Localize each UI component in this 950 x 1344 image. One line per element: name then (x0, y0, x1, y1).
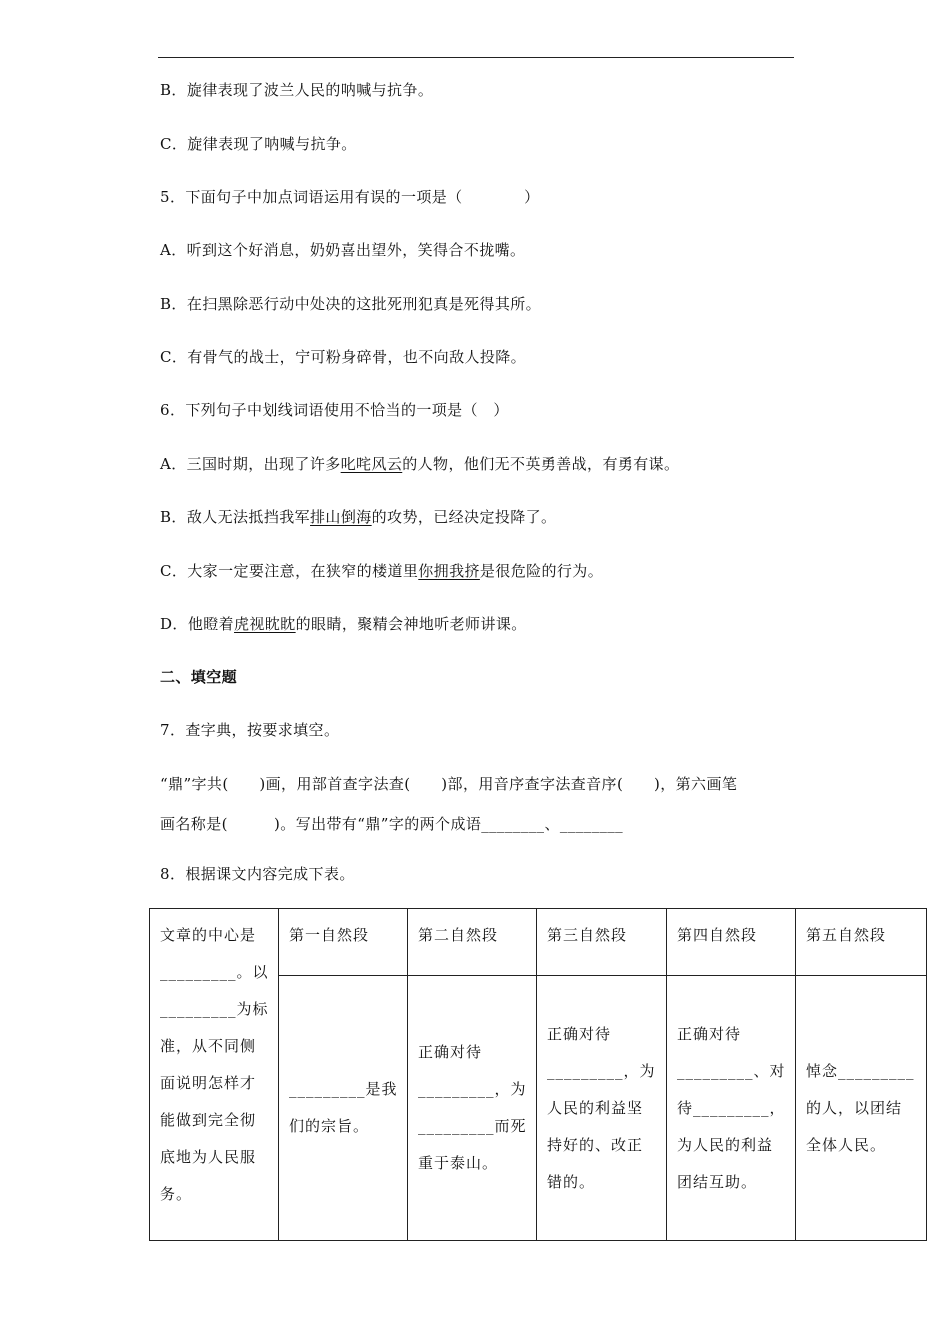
underlined-word: 排山倒海 (310, 508, 372, 526)
cell-line: _________，为 (547, 1061, 656, 1080)
underlined-word: 你拥我挤 (418, 562, 480, 580)
cell-line: 持好的、改正 (547, 1135, 644, 1154)
cell-line: 准，从不同侧 (160, 1037, 257, 1055)
section-heading: 二、填空题 (160, 668, 238, 686)
cell-line: 重于泰山。 (418, 1154, 499, 1172)
cell-para-2 (408, 976, 537, 1241)
cell-line: _________而死 (418, 1117, 527, 1135)
cell-line: 们的宗旨。 (289, 1117, 370, 1135)
cell-line: 为人民的利益 (677, 1135, 774, 1154)
cell-line: 务。 (160, 1185, 193, 1203)
cell-line: 文章的中心是 (160, 926, 257, 944)
question-5: 5．下面句子中加点词语运用有误的一项是（ ） (160, 188, 540, 206)
header-rule (158, 57, 794, 58)
cell-line: 人民的利益坚 (547, 1098, 644, 1117)
cell-para-4 (667, 976, 796, 1241)
cell-line: 错的。 (547, 1172, 596, 1191)
option-6c: C．大家一定要注意，在狭窄的楼道里你拥我挤是很危险的行为。 (160, 562, 604, 580)
question-7-line2: 画名称是( )。写出带有“鼎”字的两个成语________、________ (160, 815, 624, 833)
underlined-word: 虎视眈眈 (234, 615, 296, 633)
cell-line: 正确对待 (547, 1024, 612, 1043)
question-7: 7．查字典，按要求填空。 (160, 721, 340, 739)
cell-line: 待_________， (677, 1098, 786, 1117)
cell-line: _________，为 (418, 1080, 527, 1098)
header-para-2: 第二自然段 (408, 909, 537, 976)
cell-line: 底地为人民服 (160, 1148, 257, 1166)
cell-line: _________、对 (677, 1061, 786, 1080)
cell-para-3 (537, 976, 667, 1241)
cell-line: 团结互助。 (677, 1172, 758, 1191)
cell-line: 全体人民。 (806, 1135, 887, 1154)
question-8: 8．根据课文内容完成下表。 (160, 865, 355, 883)
underlined-word: 叱咤风云 (340, 455, 403, 473)
question-7-line1: “鼎”字共( )画，用部首查字法查( )部，用音序查字法查音序( )，第六画笔 (160, 775, 738, 793)
cell-line: 正确对待 (418, 1043, 483, 1061)
option-6b: B．敌人无法抵挡我军排山倒海的攻势，已经决定投降了。 (160, 508, 557, 526)
option-4c: C．旋律表现了呐喊与抗争。 (160, 135, 357, 153)
cell-line: _________。以 (160, 963, 269, 981)
cell-line: _________是我 (289, 1080, 398, 1098)
cell-line: 的人，以团结 (806, 1098, 903, 1117)
cell-line: 悼念_________ (806, 1061, 915, 1080)
cell-para-5 (796, 976, 927, 1241)
cell-line: 面说明怎样才 (160, 1074, 257, 1092)
question-6: 6．下列句子中划线词语使用不恰当的一项是（ ） (160, 401, 509, 419)
cell-line: 能做到完全彻 (160, 1111, 257, 1129)
option-6d: D．他瞪着虎视眈眈的眼睛，聚精会神地听老师讲课。 (160, 615, 527, 633)
header-para-3: 第三自然段 (537, 909, 667, 976)
cell-line: 正确对待 (677, 1024, 742, 1043)
cell-para-1 (279, 976, 408, 1241)
header-para-4: 第四自然段 (667, 909, 796, 976)
option-4b: B．旋律表现了波兰人民的呐喊与抗争。 (160, 81, 434, 99)
option-5b: B．在扫黑除恶行动中处决的这批死刑犯真是死得其所。 (160, 295, 542, 313)
header-para-5: 第五自然段 (796, 909, 927, 976)
option-5a: A．听到这个好消息，奶奶喜出望外，笑得合不拢嘴。 (160, 241, 526, 259)
cell-line: _________为标 (160, 1000, 269, 1018)
center-idea-cell (150, 909, 279, 1241)
summary-table (149, 908, 927, 1241)
option-5c: C．有骨气的战士，宁可粉身碎骨，也不向敌人投降。 (160, 348, 527, 366)
option-6a: A．三国时期，出现了许多叱咤风云的人物，他们无不英勇善战，有勇有谋。 (160, 455, 680, 473)
header-para-1: 第一自然段 (279, 909, 408, 976)
